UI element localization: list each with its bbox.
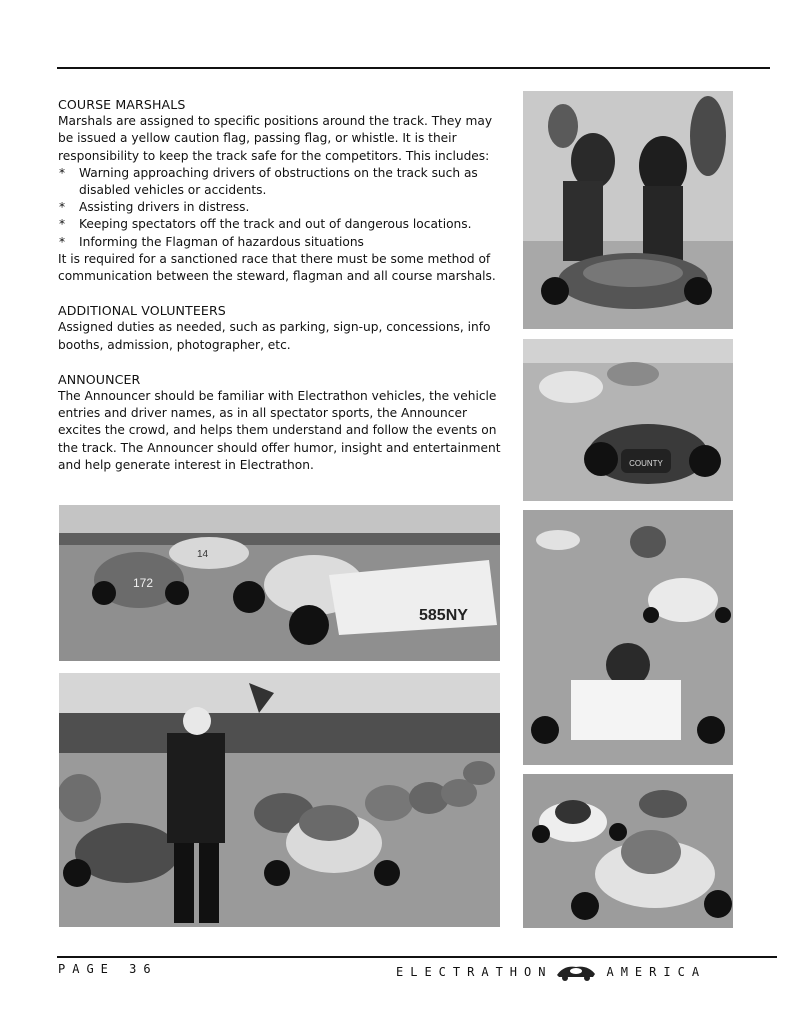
photo-marshals-pushing-car xyxy=(523,91,733,329)
bullet-text: Keeping spectators off the track and out of dangerous locations. xyxy=(79,217,472,232)
list-item xyxy=(58,199,508,216)
volunteers-body: Assigned duties as needed, such as parking, sign-up, concessions, info booths, admission, photographer, etc. xyxy=(58,320,491,352)
list-item xyxy=(58,234,508,251)
photo-county-car xyxy=(523,339,733,501)
car-number-text: 14 xyxy=(197,549,209,560)
brand-text-left: ELECTRATHON xyxy=(396,965,553,979)
photo-starting-line-flagman xyxy=(59,673,500,927)
text-column xyxy=(58,96,508,491)
photo-cars-on-track xyxy=(59,505,500,661)
page-number: PAGE 36 xyxy=(58,962,158,976)
list-item xyxy=(58,165,508,199)
section-announcer xyxy=(58,371,508,474)
bullet-star: * xyxy=(59,217,66,232)
marshals-intro: Marshals are assigned to specific positions around the track. They may be issued a yellow caution flag, passing flag, or whistle. It is their responsibility to keep the track safe for the competitors. This includes: xyxy=(58,114,493,163)
bullet-text: Assisting drivers in distress. xyxy=(79,200,250,215)
brand-text-right: AMERICA xyxy=(606,965,707,979)
bullet-star: * xyxy=(59,165,66,180)
top-rule xyxy=(57,67,770,69)
photo-two-cars-racing xyxy=(523,774,733,928)
section-additional-volunteers xyxy=(58,302,508,354)
electrathon-car-logo-icon xyxy=(554,962,598,982)
announcer-body: The Announcer should be familiar with Electrathon vehicles, the vehicle entries and driver names, as in all spectator sports, the Announcer excites the crowd, and helps them understand and follow the events on the track. The Announcer should offer humor, insight and entertainment and help generate interest in Electrathon. xyxy=(58,389,501,472)
bottom-rule xyxy=(57,956,777,958)
car-number-text: 172 xyxy=(133,576,154,590)
footer-brand xyxy=(396,962,706,982)
bullet-text: Informing the Flagman of hazardous situations xyxy=(79,234,364,249)
photo-cars-approaching xyxy=(523,510,733,765)
marshals-duties-list xyxy=(58,165,508,251)
heading-announcer: ANNOUNCER xyxy=(58,371,141,387)
car-sign-text: COUNTY xyxy=(629,459,663,468)
bullet-star: * xyxy=(59,200,66,215)
heading-course-marshals: COURSE MARSHALS xyxy=(58,97,186,112)
list-item xyxy=(58,216,508,233)
bullet-star: * xyxy=(59,234,66,249)
heading-additional-volunteers: ADDITIONAL VOLUNTEERS xyxy=(58,303,226,319)
marshals-outro: It is required for a sanctioned race that there must be some method of communication between the steward, flagman and all course marshals. xyxy=(58,251,496,284)
car-number-text: 585NY xyxy=(419,607,468,624)
section-course-marshals xyxy=(58,96,508,285)
bullet-text: Warning approaching drivers of obstructions on the track such as disabled vehicles or accidents. xyxy=(79,165,478,198)
